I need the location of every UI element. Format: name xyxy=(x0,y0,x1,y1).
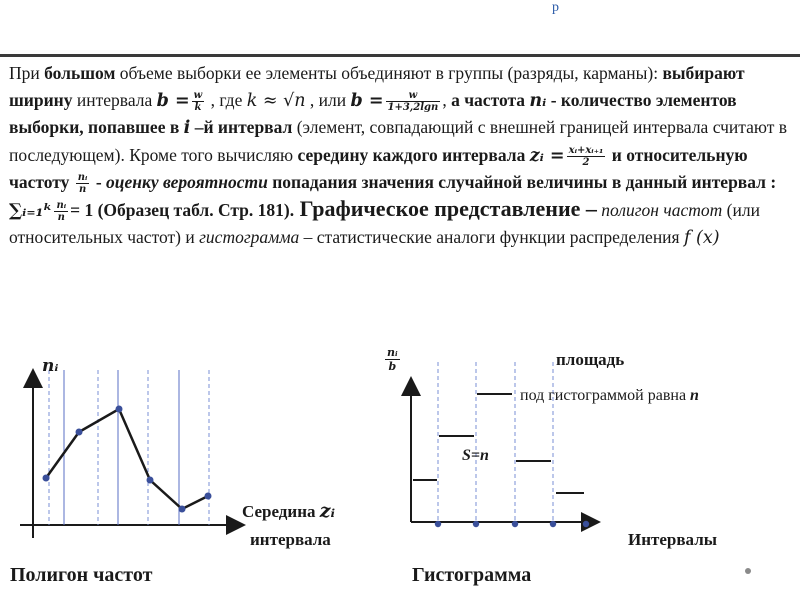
section-heading: Графическое представление – xyxy=(294,195,597,221)
formula-i: i xyxy=(183,118,191,138)
formula-sum-rhs: = 1 xyxy=(70,199,94,220)
histogram-caption: Гистограмма xyxy=(412,564,532,586)
formula-z-lhs: zᵢ = xyxy=(529,145,565,166)
text-run: интервала xyxy=(72,89,157,110)
formula-k: k ≈ √n xyxy=(246,90,306,111)
polygon-gridlines xyxy=(49,370,209,525)
page-dot xyxy=(745,568,751,574)
fraction-denominator: 2 xyxy=(582,156,590,168)
histogram-steps xyxy=(413,394,584,493)
histogram-area-n: n xyxy=(690,387,699,404)
text-run: (элемент, совпадающий с внешней границей интервала считают в последующем). Кроме того вычисляю xyxy=(9,117,788,165)
text-run-bold: –й интервал xyxy=(190,117,293,137)
fraction-denominator: 1+3,2lgn xyxy=(387,101,439,113)
polygon-x-label-text: Середина xyxy=(242,502,320,521)
interval-point xyxy=(512,521,518,527)
fraction-denominator: k xyxy=(194,101,202,113)
fraction-denominator: n xyxy=(57,211,65,223)
polygon-caption: Полигон частот xyxy=(10,564,153,586)
polygon-x-label-z: zᵢ xyxy=(319,500,336,522)
polygon-point xyxy=(43,475,50,482)
text-run-bold: попадания значения случайной величины в данный интервал : xyxy=(267,172,777,192)
histogram-gridlines xyxy=(438,362,553,522)
formula-b2-lhs: b = xyxy=(350,90,384,111)
polygon-x-label xyxy=(242,500,335,522)
fraction-denominator: n xyxy=(78,184,87,196)
polygon-x-label-2: интервала xyxy=(250,530,331,549)
polygon-y-label: nᵢ xyxy=(42,356,59,376)
text-run: объеме выборки ее элементы объединяют в группы (разряды, карманы): xyxy=(115,63,663,83)
histogram-s-label: S=n xyxy=(462,447,489,464)
text-run-italic: полигон частот xyxy=(596,199,723,220)
formula-sum: ∑ᵢ₌₁ᵏ xyxy=(9,200,53,221)
histogram-area-label: площадь xyxy=(556,350,625,369)
text-run-bold: (Образец табл. Стр. 181). xyxy=(93,199,295,220)
text-run-bold: большом xyxy=(44,63,116,83)
text-run: – статистические аналоги функции распределения xyxy=(299,227,684,247)
fraction-denominator: b xyxy=(388,360,397,373)
header-mark: р xyxy=(552,0,559,15)
histogram-y-label xyxy=(385,346,400,373)
polygon-point xyxy=(147,477,154,484)
polygon-chart xyxy=(20,370,242,538)
fraction-numerator: w xyxy=(193,89,203,101)
text-run-bold: - xyxy=(91,172,107,192)
fraction-numerator: nᵢ xyxy=(387,346,398,359)
text-run: , или xyxy=(305,89,351,110)
text-run-italic: гистограмма xyxy=(199,227,300,247)
histogram-area-label-2 xyxy=(520,387,699,405)
polygon-point xyxy=(76,429,83,436)
interval-point xyxy=(435,521,441,527)
text-run: , где xyxy=(206,89,247,110)
text-run-bold: а частота xyxy=(451,89,530,110)
interval-point xyxy=(550,521,556,527)
formula-ni: nᵢ xyxy=(529,90,547,111)
fraction-numerator: w xyxy=(386,90,441,102)
text-run: (или относительных частот) и xyxy=(9,199,760,247)
interval-point xyxy=(473,521,479,527)
text-run-bold: выбирают ширину xyxy=(9,63,745,110)
polygon-line xyxy=(46,409,208,509)
polygon-point xyxy=(179,506,186,513)
polygon-boundaries xyxy=(64,370,179,525)
polygon-points xyxy=(43,406,212,513)
text-run-bold: и xyxy=(607,144,622,165)
text-run-bold: середину каждого интервала xyxy=(297,144,526,165)
polygon-point xyxy=(205,493,212,500)
formula-b-lhs: b = xyxy=(156,90,190,111)
fraction-numerator: nᵢ xyxy=(56,199,67,211)
fraction-numerator: xᵢ+xᵢ₊₁ xyxy=(568,144,604,156)
histogram-area-text: под гистограммой равна xyxy=(520,387,691,404)
text-run: При xyxy=(9,63,45,83)
interval-point xyxy=(583,521,589,527)
polygon-point xyxy=(116,406,123,413)
fraction-numerator: nᵢ xyxy=(77,172,88,184)
text-run-bold: - количество элементов выборки, попавшее в xyxy=(9,89,737,137)
formula-fx: f (x) xyxy=(683,228,720,248)
text-run-bold-italic: оценку вероятности xyxy=(106,172,268,192)
text-run: , xyxy=(442,89,447,110)
histogram-x-label: Интервалы xyxy=(628,530,718,549)
text-run-bold: относительную частоту xyxy=(9,144,748,192)
